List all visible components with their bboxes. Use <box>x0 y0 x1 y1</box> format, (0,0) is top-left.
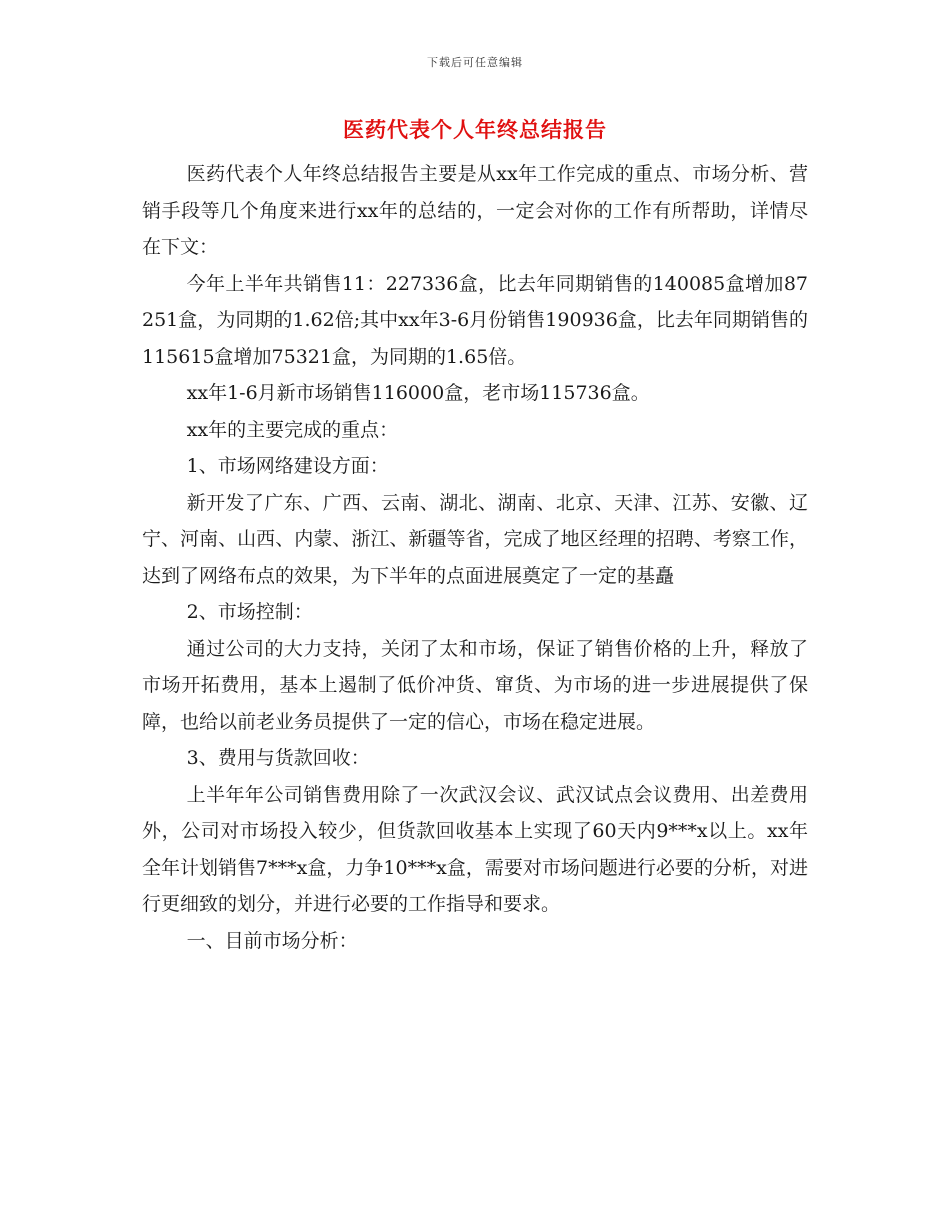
header-note: 下载后可任意编辑 <box>427 56 523 69</box>
paragraph-network-building: 新开发了广东、广西、云南、湖北、湖南、北京、天津、江苏、安徽、辽宁、河南、山西、内蒙、浙江、新疆等省，完成了地区经理的招聘、考察工作，达到了网络布点的效果，为下半年的点面进展奠定了一定的基矗 <box>142 491 808 587</box>
document-body <box>142 156 808 959</box>
document-title: 医药代表个人年终总结报告 <box>343 117 607 142</box>
paragraph-section-1-heading: 1、市场网络建设方面： <box>186 455 389 477</box>
paragraph-intro: 医药代表个人年终总结报告主要是从xx年工作完成的重点、市场分析、营销手段等几个角度来进行xx年的总结的，一定会对你的工作有所帮助，详情尽在下文： <box>142 163 808 258</box>
paragraph-market-control: 通过公司的大力支持，关闭了太和市场，保证了销售价格的上升，释放了市场开拓费用，基本上遏制了低价冲货、窜货、为市场的进一步进展提供了保障，也给以前老业务员提供了一定的信心，市场在稳定进展。 <box>142 637 808 733</box>
paragraph-market-analysis-heading: 一、目前市场分析： <box>186 929 358 952</box>
paragraph-market-sales: xx年1-6月新市场销售116000盒，老市场115736盒。 <box>186 382 650 404</box>
paragraph-section-2-heading: 2、市场控制： <box>186 601 313 623</box>
paragraph-section-3-heading: 3、费用与货款回收： <box>186 747 370 769</box>
paragraph-sales-summary: 今年上半年共销售11：227336盒，比去年同期销售的140085盒增加87251盒，为同期的1.62倍;其中xx年3-6月份销售190936盒，比去年同期销售的115615盒增加75321盒，为同期的1.65倍。 <box>142 272 808 368</box>
paragraph-key-points-heading: xx年的主要完成的重点： <box>186 418 399 441</box>
paragraph-cost-collection: 上半年年公司销售费用除了一次武汉会议、武汉试点会议费用、出差费用外，公司对市场投入较少，但货款回收基本上实现了60天内9***x以上。xx年全年计划销售7***x盒，力争10***x盒，需要对市场问题进行必要的分析，对进行更细致的划分，并进行必要的工作指导和要求。 <box>142 783 808 915</box>
